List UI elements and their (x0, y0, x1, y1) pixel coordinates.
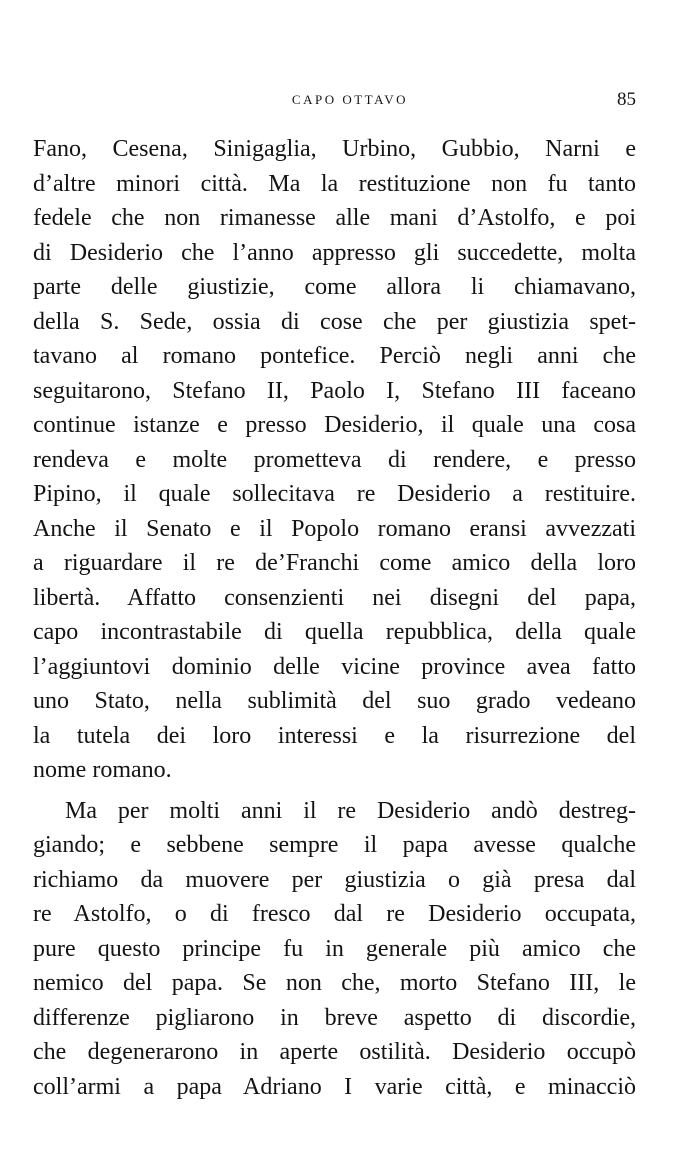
running-header (0, 89, 700, 114)
text-line: continue istanze e presso Desiderio, il quale una cosa (33, 412, 636, 438)
text-line: nemico del papa. Se non che, morto Stefano III, le (33, 970, 636, 996)
text-line: della S. Sede, ossia di cose che per giustizia spet- (33, 308, 636, 335)
text-line: l’aggiuntovi dominio delle vicine province avea fatto (33, 653, 636, 680)
body-text (33, 132, 636, 1104)
text-line: seguitarono, Stefano II, Paolo I, Stefano III faceano (33, 377, 636, 404)
text-line: tavano al romano pontefice. Perciò negli anni che (33, 343, 636, 369)
page-number: 85 (617, 89, 636, 110)
text-line: pure questo principe fu in generale più amico che (33, 935, 636, 962)
text-line: a riguardare il re de’Franchi come amico della loro (33, 550, 636, 576)
text-line: Anche il Senato e il Popolo romano eransi avvezzati (33, 515, 636, 542)
text-line: Pipino, il quale sollecitava re Desiderio a restituire. (33, 481, 636, 507)
text-line: rendeva e molte prometteva di rendere, e presso (33, 446, 636, 473)
text-line: la tutela dei loro interessi e la risurrezione del (33, 722, 636, 749)
paragraph (33, 794, 636, 1105)
paragraph (33, 132, 636, 788)
text-line: libertà. Affatto consenzienti nei disegni del papa, (33, 584, 636, 611)
text-line: nome romano. (33, 757, 172, 783)
text-line: Ma per molti anni il re Desiderio andò destreg- (65, 797, 636, 824)
text-line: uno Stato, nella sublimità del suo grado vedeano (33, 688, 636, 714)
text-line: capo incontrastabile di quella repubblica, della quale (33, 619, 636, 645)
text-line: giando; e sebbene sempre il papa avesse qualche (33, 832, 636, 858)
text-line: fedele che non rimanesse alle mani d’Astolfo, e poi (33, 205, 636, 231)
text-line: richiamo da muovere per giustizia o già presa dal (33, 866, 636, 893)
text-line: re Astolfo, o di fresco dal re Desiderio occupata, (33, 901, 636, 927)
text-line: d’altre minori città. Ma la restituzione non fu tanto (33, 170, 636, 197)
running-title: CAPO OTTAVO (291, 92, 409, 107)
text-line: che degenerarono in aperte ostilità. Desiderio occupò (33, 1039, 636, 1065)
text-line: differenze pigliarono in breve aspetto di discordie, (33, 1004, 636, 1031)
text-line: parte delle giustizie, come allora li chiamavano, (33, 274, 636, 300)
text-line: coll’armi a papa Adriano I varie città, e minacciò (33, 1073, 636, 1100)
text-line: di Desiderio che l’anno appresso gli succedette, molta (33, 239, 636, 266)
text-line: Fano, Cesena, Sinigaglia, Urbino, Gubbio, Narni e (33, 136, 636, 162)
